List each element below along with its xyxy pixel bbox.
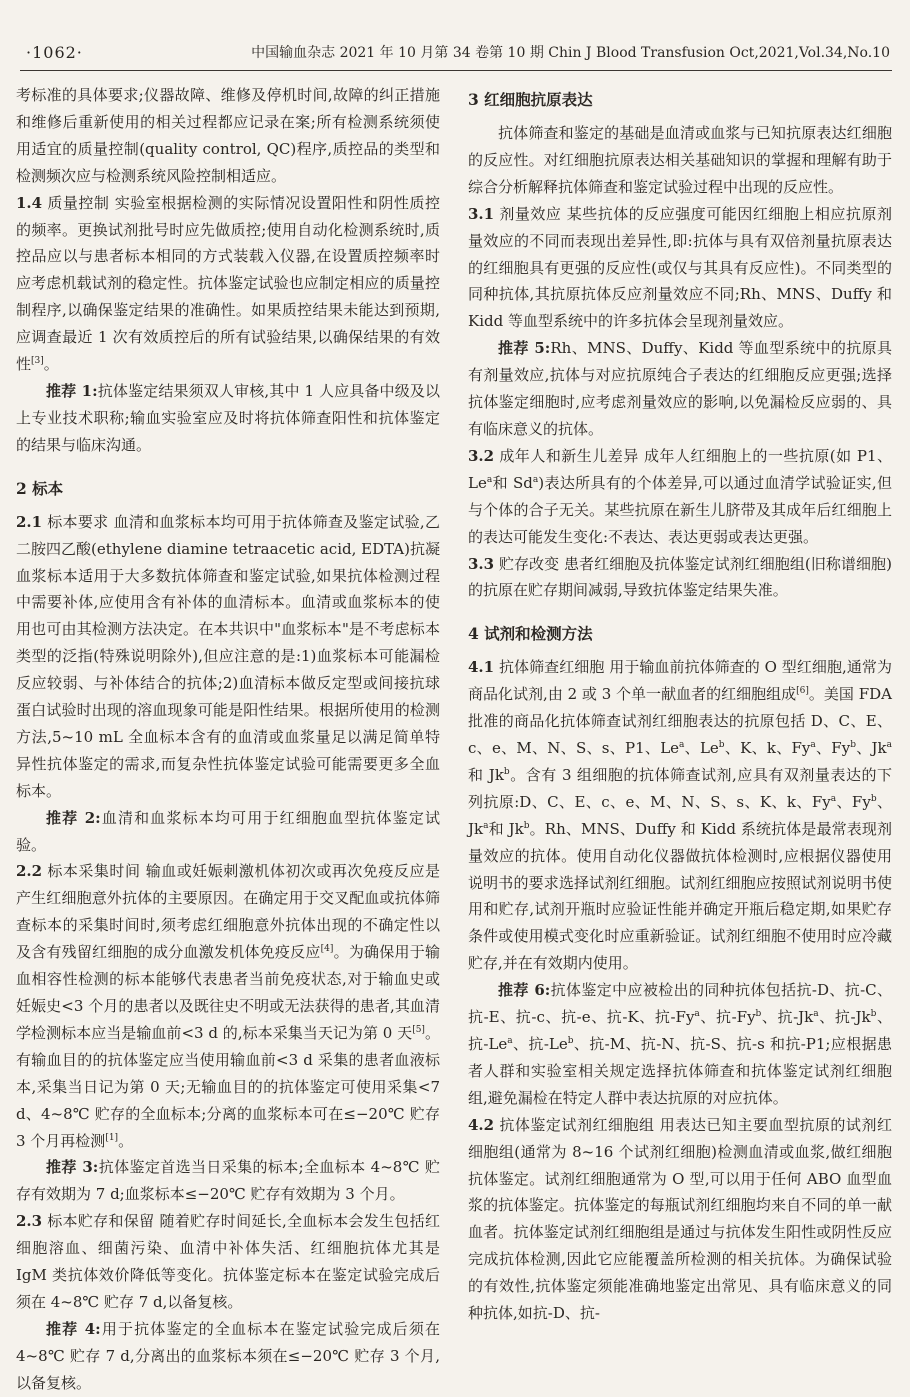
section-text: 输血或妊娠刺激机体初次或再次免疫反应是产生红细胞意外抗体的主要原因。在确定用于交叉配血或抗体筛查标本的采集时间时,须考虑红细胞意外抗体出现的不确定性以及含有残留红细胞的成分血激发机体免疫反应: [16, 862, 440, 962]
punct: 。: [118, 1131, 134, 1150]
section-title: 标本要求: [47, 512, 109, 531]
section-4-2: [468, 1112, 892, 1327]
section-number: 2.3: [16, 1212, 43, 1231]
page-number: ·1062·: [26, 42, 83, 62]
recommendation-1: [16, 378, 440, 459]
superscript: b: [870, 793, 877, 804]
section-text: 、Le: [684, 739, 719, 758]
superscript: a: [810, 740, 816, 751]
section-number: 4.1: [468, 658, 495, 677]
recommendation-label: 推荐 2:: [46, 808, 101, 827]
section-text: 。Rh、MNS、Duffy 和 Kidd 系统抗体是最常表现剂量效应的抗体。使用自动化仪器做抗体检测时,应根据仪器使用说明书的要求选择试剂红细胞。试剂红细胞应按照试剂说明书使用和贮存,试剂开瓶时应验证性能并确定开瓶后稳定期,如果贮存条件或使用模式变化时应重新验证。试剂红细胞不使用时应冷藏贮存,并在有效期内使用。: [468, 819, 893, 973]
section-title: 质量控制: [47, 193, 110, 212]
superscript: b: [718, 740, 725, 751]
section-3-intro: 抗体筛查和鉴定的基础是血清或血浆与已知抗原表达红细胞的反应性。对红细胞抗原表达相关基础知识的掌握和理解有助于综合分析解释抗体筛查和鉴定试验过程中出现的反应性。: [468, 124, 892, 196]
recommendation-label: 推荐 5:: [498, 339, 551, 358]
citation-ref: [6]: [796, 686, 809, 697]
recommendation-label: 推荐 4:: [46, 1319, 101, 1338]
section-title: 标本采集时间: [47, 862, 141, 881]
recommendation-4: [16, 1316, 440, 1397]
superscript: a: [813, 1009, 819, 1020]
section-number: 3.2: [468, 446, 495, 465]
section-text: 、Jk: [855, 739, 887, 758]
recommendation-text: 、抗-M、抗-N、抗-S、抗-s 和抗-P1;应根据患者人群和实验室相关规定选择抗体筛查和抗体鉴定试剂红细胞组,避免漏检在特定人群中表达抗原的对应抗体。: [468, 1035, 892, 1107]
section-3-2: [468, 443, 892, 551]
superscript: b: [503, 766, 510, 777]
recommendation-text: 抗体鉴定首选当日采集的标本;全血标本 4~8℃ 贮存有效期为 7 d;血浆标本≤−20℃ 贮存有效期为 3 个月。: [16, 1158, 440, 1204]
spacer: [16, 459, 440, 467]
section-title: 剂量效应: [499, 204, 562, 223]
running-header: [26, 38, 890, 66]
section-text: 和 Jk: [468, 765, 504, 784]
header-rule: [20, 70, 892, 71]
superscript: a: [679, 740, 685, 751]
citation-ref: [1]: [105, 1132, 119, 1143]
recommendation-label: 推荐 3:: [46, 1158, 99, 1177]
section-text: 用表达已知主要血型抗原的试剂红细胞组(通常为 8~16 个试剂红细胞)检测血清或血浆,做红细胞抗体鉴定。试剂红细胞通常为 O 型,可以用于任何 ABO 血型血浆的抗体鉴定。抗体鉴定的每瓶试剂红细胞均来自不同的单一献血者。抗体鉴定试剂红细胞组是通过与抗体发生阳性或阴性反应完成抗体检测,因此它应能覆盖所检测的相关抗体。为确保试验的有效性,抗体鉴定须能准确地鉴定出常见、具有临床意义的同种抗体,如抗-D、抗-: [468, 1115, 892, 1323]
section-text: 患者红细胞及抗体鉴定试剂红细胞组(旧称谱细胞)的抗原在贮存期间减弱,导致抗体鉴定结果失准。: [468, 554, 892, 600]
heading-section-4: 4 试剂和检测方法: [468, 624, 593, 644]
section-text: 。含有 3 组细胞的抗体筛查试剂,应具有双剂量表达的下列抗原:D、C、E、c、e、M、N、S、s、K、k、Fy: [468, 765, 893, 811]
recommendation-text: 抗体鉴定中应被检出的同种抗体包括抗-D、抗-C、抗-E、抗-c、抗-e、抗-K、抗-Fy: [468, 981, 892, 1027]
section-text: 用于输血前抗体筛查的 O 型红细胞,通常为商品化试剂,由 2 或 3 个单一献血者的红细胞组成: [468, 658, 892, 704]
section-text: 成年人红细胞上的一些抗原(如 P1、Le: [468, 446, 892, 492]
section-number: 2.2: [16, 862, 43, 881]
section-text: 、K、k、Fy: [724, 739, 811, 758]
recommendation-text: Rh、MNS、Duffy、Kidd 等血型系统中的抗原具有剂量效应,抗体与对应抗原纯合子表达的红细胞反应更强;选择抗体鉴定细胞时,应考虑剂量效应的影响,以免漏检反应弱的、具有临床意义的抗体。: [468, 339, 893, 438]
superscript: a: [886, 740, 892, 751]
superscript: a: [532, 474, 539, 485]
section-text: 和 Jk: [488, 819, 524, 838]
section-text: 和 Sd: [492, 473, 533, 492]
superscript: a: [483, 820, 489, 831]
section-text: 。为确保用于输血相容性检测的标本能够代表患者当前免疫状态,对于输血史或妊娠史<3 个月的患者以及既往史不明或无法获得的患者,其血清学检测标本应当是输血前<3 d 的,标本采集当天记为第 0 天: [16, 943, 440, 1042]
superscript: b: [755, 1009, 762, 1020]
recommendation-text: 、抗-Le: [512, 1035, 568, 1053]
superscript: a: [507, 1036, 513, 1046]
left-column: [16, 82, 440, 1397]
recommendation-text: 、抗-Jk: [818, 1008, 871, 1027]
recommendation-text: 、抗-Fy: [699, 1008, 756, 1027]
section-3-1: [468, 201, 892, 336]
right-column: [468, 82, 892, 1327]
section-text: 、Fy: [815, 739, 851, 758]
section-2-2: [16, 858, 440, 1154]
recommendation-5: [468, 335, 892, 443]
recommendation-3: [16, 1154, 440, 1208]
recommendation-6: [468, 977, 892, 1112]
section-number: 3.1: [468, 204, 495, 223]
section-number: 1.4: [16, 193, 43, 212]
recommendation-text: 、抗-Le: [468, 1008, 892, 1053]
section-number: 3.3: [468, 554, 495, 573]
punct: 。: [43, 355, 59, 374]
citation-ref: [5]: [412, 1024, 425, 1035]
spacer: [468, 604, 892, 612]
section-3-3: [468, 551, 892, 605]
section-text: 某些抗体的反应强度可能因红细胞上相应抗原剂量效应的不同而表现出差异性,即:抗体与具有双倍剂量抗原表达的红细胞具有更强的反应性(或仅与其具有反应性)。不同类型的同种抗体,其抗原抗体反应剂量效应不同;Rh、MNS、Duffy 和 Kidd 等血型系统中的许多抗体会呈现剂量效应。: [468, 204, 892, 331]
section-text: 实验室根据检测的实际情况设置阳性和阴性质控的频率。更换试剂批号时应先做质控;使用自动化检测系统时,质控品应以与患者标本相同的方式装载入仪器,在设置质控频率时应考虑机载试剂的稳定性。抗体鉴定试验也应制定相应的质量控制程序,以确保鉴定结果的准确性。如果质控结果未能达到预期,应调查最近 1 次有效质控后的所有试验结果,以确保结果的有效性: [16, 193, 440, 374]
section-2-1: [16, 509, 440, 805]
paragraph-continuation: 考标准的具体要求;仪器故障、维修及停机时间,故障的纠正措施和维修后重新使用的相关过程都应记录在案;所有检测系统须使用适宜的质量控制(quality control, QC)程序,质控品的类型和检测频次应与检测系统风险控制相适应。: [16, 86, 440, 185]
section-text: 。有输血目的的抗体鉴定应当使用输血前<3 d 采集的患者血液标本,采集当日记为第 0 天;无输血目的的抗体鉴定可使用采集<7 d、4~8℃ 贮存的全血标本;分离的血浆标本可在≤−20℃ 贮存 3 个月再检测: [16, 1023, 440, 1150]
citation-ref: [4]: [320, 944, 334, 955]
recommendation-text: 血清和血浆标本均可用于红细胞血型抗体鉴定试验。: [16, 808, 440, 854]
journal-citation: 中国输血杂志 2021 年 10 月第 34 卷第 10 期 Chin J Blood Transfusion Oct,2021,Vol.34,No.10: [251, 45, 890, 61]
section-text: 。美国 FDA 批准的商品化抗体筛查试剂红细胞表达的抗原包括 D、C、E、c、e、M、N、S、s、P1、Le: [468, 685, 892, 758]
section-4-1: [468, 654, 892, 977]
citation-ref: [3]: [31, 356, 44, 367]
recommendation-label: 推荐 1:: [46, 381, 98, 400]
section-title: 贮存改变: [498, 554, 560, 573]
section-number: 2.1: [16, 512, 43, 531]
superscript: b: [567, 1036, 574, 1046]
section-title: 成年人和新生儿差异: [499, 446, 639, 465]
superscript: b: [850, 740, 856, 751]
superscript: a: [486, 474, 493, 485]
section-text: )表达所具有的个体差异,可以通过血清学试验证实,但与个体的合子无关。某些抗原在新生儿脐带及其成年后红细胞上的表达可能发生变化:不表达、表达更弱或表达更强。: [468, 473, 892, 546]
section-title: 标本贮存和保留: [47, 1212, 155, 1231]
section-text: 、Jk: [468, 792, 892, 838]
recommendation-label: 推荐 6:: [498, 981, 551, 1000]
section-text: 、Fy: [836, 792, 871, 811]
heading-section-2: 2 标本: [16, 478, 64, 498]
superscript: a: [830, 793, 837, 804]
recommendation-text: 抗体鉴定结果须双人审核,其中 1 人应具备中级及以上专业技术职称;输血实验室应及时将抗体筛查阳性和抗体鉴定的结果与临床沟通。: [16, 381, 440, 454]
recommendation-text: 、抗-Jk: [761, 1008, 814, 1027]
section-number: 4.2: [468, 1115, 495, 1134]
section-text: 随着贮存时间延长,全血标本会发生包括红细胞溶血、细菌污染、血清中补体失活、红细胞抗体尤其是 IgM 类抗体效价降低等变化。抗体鉴定标本在鉴定试验完成后须在 4~8℃ 贮存 7 d,以备复核。: [16, 1212, 440, 1311]
section-title: 抗体鉴定试剂红细胞组: [499, 1115, 655, 1134]
superscript: a: [694, 1009, 700, 1020]
section-1-4: [16, 190, 440, 378]
superscript: b: [523, 820, 530, 831]
section-title: 抗体筛查红细胞: [498, 658, 605, 677]
superscript: b: [870, 1009, 877, 1020]
section-2-3: [16, 1208, 440, 1316]
recommendation-2: [16, 805, 440, 859]
recommendation-text: 用于抗体鉴定的全血标本在鉴定试验完成后须在 4~8℃ 贮存 7 d,分离出的血浆标本须在≤−20℃ 贮存 3 个月,以备复核。: [16, 1319, 440, 1392]
heading-section-3: 3 红细胞抗原表达: [468, 90, 593, 109]
section-text: 血清和血浆标本均可用于抗体筛查及鉴定试验,乙二胺四乙酸(ethylene diamine tetraacetic acid, EDTA)抗凝血浆标本适用于大多数抗体筛查和鉴定试验,如果抗体检测过程中需要补体,应使用含有补体的血清标本。血清或血浆标本的使用也可由其检测方法决定。在本共识中"血浆标本"是不考虑标本类型的泛指(特殊说明除外),但应注意的是:1)血浆标本可能漏检反应较弱、与补体结合的抗体;2)血清标本做反定型或间接抗球蛋白试验时出现的溶血现象可能是阳性结果。根据所使用的检测方法,5~10 mL 全血标本含有的血清或血浆量足以满足简单特异性抗体鉴定的需求,而复杂性抗体鉴定试验可能需要更多全血标本。: [16, 512, 440, 800]
